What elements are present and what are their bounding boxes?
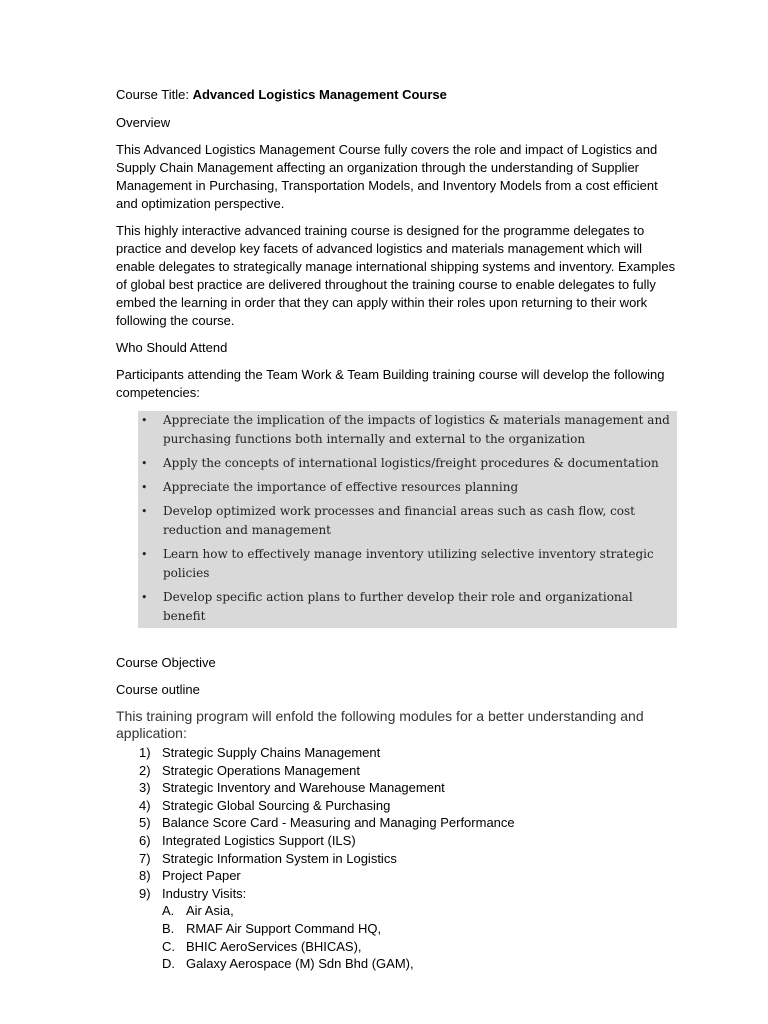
visit-label: Galaxy Aerospace (M) Sdn Bhd (GAM),: [186, 956, 414, 972]
visit-letter: A.: [162, 903, 175, 919]
competencies-box: [138, 411, 677, 628]
competency-item: [138, 478, 677, 497]
module-label: Integrated Logistics Support (ILS): [162, 832, 356, 848]
industry-visit-item: [162, 938, 678, 956]
course-title-label: Course Title:: [116, 87, 193, 102]
course-title-line: [116, 86, 678, 104]
who-should-attend-intro: Participants attending the Team Work & Team Building training course will develop the following competencies:: [116, 367, 665, 400]
visit-letter: D.: [162, 956, 175, 972]
module-label: Strategic Inventory and Warehouse Management: [162, 780, 445, 796]
competency-text: Appreciate the importance of effective resources planning: [163, 480, 519, 494]
industry-visit-item: [162, 902, 678, 920]
module-number: 9): [139, 885, 151, 901]
competency-text: Appreciate the implication of the impacts of logistics & materials management and purchasing functions both internally and external to the organization: [163, 413, 670, 446]
visit-letter: C.: [162, 938, 175, 954]
module-item: [116, 779, 678, 797]
module-label: Project Paper: [162, 868, 241, 884]
module-label: Industry Visits:: [162, 885, 247, 901]
competencies-list: [138, 411, 677, 626]
module-number: 7): [139, 850, 151, 866]
module-item: [116, 814, 678, 832]
competency-text: Apply the concepts of international logistics/freight procedures & documentation: [163, 456, 659, 470]
course-outline-intro: This training program will enfold the following modules for a better understanding and application:: [116, 708, 644, 741]
overview-paragraph-2: This highly interactive advanced training course is designed for the programme delegates to practice and develop key facets of advanced logistics and materials management which will enable delegates to strategically manage international shipping systems and inventory. Examples of global best practice are delivered throughout the training course to enable delegates to fully embed the learning in order that they can apply within their roles upon returning to their work following the course.: [116, 223, 676, 328]
competency-text: Develop optimized work processes and financial areas such as cash flow, cost reduction and management: [163, 504, 636, 537]
module-item: [116, 797, 678, 815]
module-label: Strategic Supply Chains Management: [162, 745, 381, 760]
modules-list: [116, 744, 678, 973]
module-label: Balance Score Card - Measuring and Managing Performance: [162, 815, 515, 831]
industry-visit-item: [162, 955, 678, 973]
industry-visits-list: [162, 902, 678, 972]
bullet-icon: •: [141, 414, 148, 427]
bullet-icon: •: [141, 548, 148, 561]
competency-text: Develop specific action plans to further develop their role and organizational benefit: [163, 590, 633, 623]
module-item: [116, 885, 678, 973]
overview-heading: Overview: [116, 115, 171, 130]
bullet-icon: •: [141, 481, 148, 494]
competency-item: [138, 502, 677, 540]
module-number: 2): [139, 762, 151, 778]
overview-paragraph-1: This Advanced Logistics Management Course fully covers the role and impact of Logistics and Supply Chain Management affecting an organization through the understanding of Supplier Management in Purchasing, Transportation Models, and Inventory Models from a cost efficient and optimization perspective.: [116, 142, 658, 211]
module-item: [116, 762, 678, 780]
visit-label: RMAF Air Support Command HQ,: [186, 920, 382, 936]
course-objective-heading: Course Objective: [116, 655, 216, 670]
module-item: [116, 867, 678, 885]
module-number: 4): [139, 797, 151, 813]
module-label: Strategic Global Sourcing & Purchasing: [162, 797, 391, 813]
bullet-icon: •: [141, 505, 148, 518]
module-number: 8): [139, 868, 151, 884]
module-item: [116, 744, 678, 762]
course-title-value: Advanced Logistics Management Course: [192, 87, 447, 102]
bullet-icon: •: [141, 591, 148, 604]
competency-item: [138, 454, 677, 473]
module-number: 6): [139, 832, 151, 848]
module-number: 1): [139, 745, 151, 760]
module-label: Strategic Operations Management: [162, 762, 360, 778]
bullet-icon: •: [141, 457, 148, 470]
module-label: Strategic Information System in Logistics: [162, 850, 397, 866]
course-outline-heading: Course outline: [116, 682, 200, 697]
competency-item: [138, 588, 677, 626]
competency-item: [138, 545, 677, 583]
module-item: [116, 832, 678, 850]
module-item: [116, 850, 678, 868]
document-page: [116, 86, 678, 973]
competency-text: Learn how to effectively manage inventory utilizing selective inventory strategic policies: [163, 547, 654, 580]
module-number: 3): [139, 780, 151, 796]
visit-label: BHIC AeroServices (BHICAS),: [186, 938, 362, 954]
module-number: 5): [139, 815, 151, 831]
competency-item: [138, 411, 677, 449]
industry-visit-item: [162, 920, 678, 938]
visit-letter: B.: [162, 920, 175, 936]
who-should-attend-heading: Who Should Attend: [116, 340, 228, 355]
visit-label: Air Asia,: [186, 903, 234, 919]
